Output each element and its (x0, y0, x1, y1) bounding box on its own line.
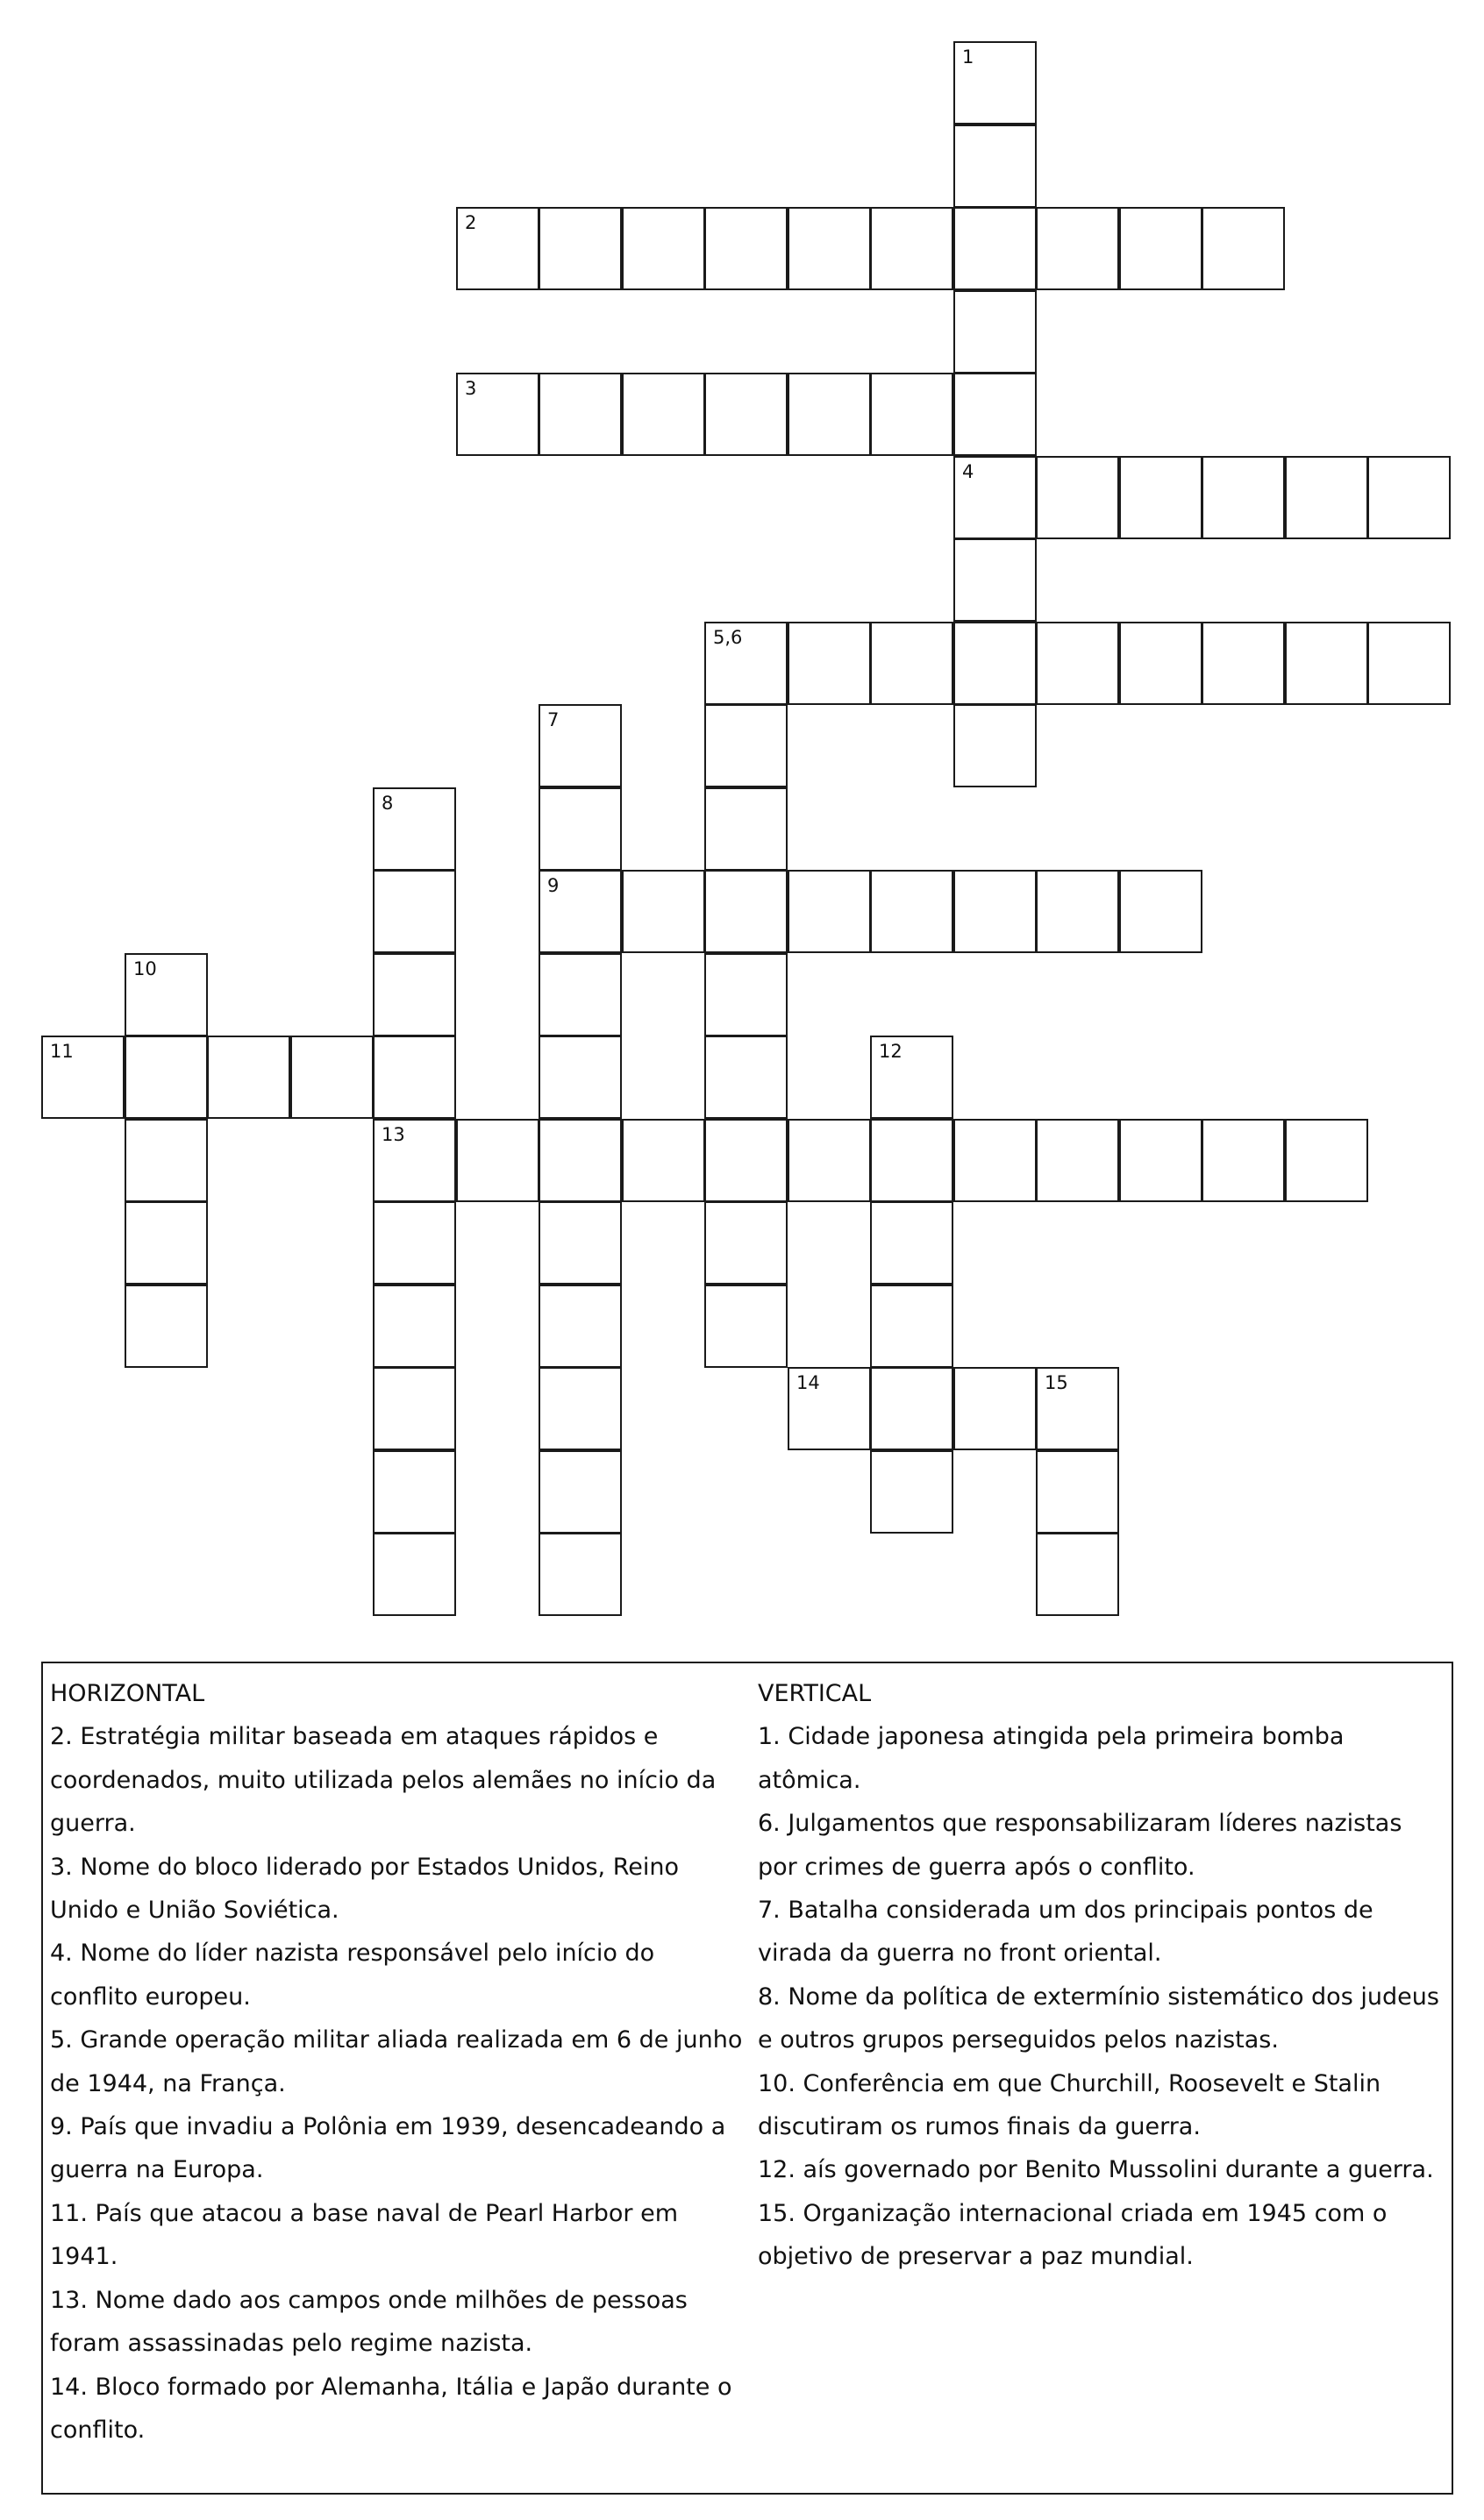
clue-line: 14. Bloco formado por Alemanha, Itália e Japão durante o (50, 2373, 732, 2401)
crossword-cell[interactable] (373, 953, 456, 1036)
clue-line: 1. Cidade japonesa atingida pela primeira bomba atômica. (758, 1723, 1345, 1794)
cell-number: 7 (547, 709, 560, 730)
crossword-cell[interactable] (704, 207, 788, 290)
crossword-cell[interactable] (704, 870, 788, 953)
cell-number: 5,6 (713, 627, 743, 648)
cell-number: 4 (962, 461, 974, 482)
crossword-cell[interactable] (373, 1036, 456, 1119)
crossword-cell[interactable] (788, 622, 871, 705)
crossword-cell[interactable] (539, 1119, 622, 1202)
crossword-cell[interactable] (704, 373, 788, 456)
crossword-cell[interactable] (622, 373, 705, 456)
clue-line: conflito europeu. (50, 1983, 251, 2011)
crossword-cell[interactable] (1285, 456, 1368, 539)
crossword-cell[interactable] (953, 41, 1037, 125)
crossword-cell[interactable] (125, 1285, 208, 1368)
crossword-cell[interactable] (1036, 207, 1119, 290)
clue-line: coordenados, muito utilizada pelos alemães no início da (50, 1766, 717, 1794)
cell-number: 2 (465, 212, 477, 233)
crossword-cell[interactable] (953, 373, 1037, 456)
crossword-cell[interactable] (1202, 207, 1285, 290)
crossword-cell[interactable] (870, 1450, 953, 1534)
cell-number: 10 (133, 958, 157, 979)
crossword-cell[interactable] (953, 125, 1037, 208)
vertical-clue-list (758, 1715, 1451, 2278)
clue-line: 2. Estratégia militar baseada em ataques rápidos e (50, 1723, 659, 1751)
horizontal-heading: HORIZONTAL (50, 1680, 205, 1707)
clue-line: 4. Nome do líder nazista responsável pelo início do (50, 1940, 655, 1968)
clue-line: e outros grupos perseguidos pelos nazistas. (758, 2026, 1279, 2054)
crossword-cell[interactable] (207, 1036, 290, 1119)
crossword-cell[interactable] (539, 1450, 622, 1534)
crossword-cell[interactable] (539, 373, 622, 456)
crossword-cell[interactable] (704, 1119, 788, 1202)
crossword-cell[interactable] (704, 953, 788, 1036)
crossword-cell[interactable] (953, 290, 1037, 374)
clue-line: discutiram os rumos finais da guerra. (758, 2113, 1201, 2141)
crossword-cell[interactable] (539, 1285, 622, 1368)
clue-line: 5. Grande operação militar aliada realizada em 6 de junho (50, 2026, 743, 2054)
crossword-cell[interactable] (539, 1036, 622, 1119)
crossword-cell[interactable] (125, 1201, 208, 1285)
crossword-cell[interactable] (456, 1119, 539, 1202)
crossword-cell[interactable] (373, 1119, 456, 1202)
crossword-cell[interactable] (704, 704, 788, 787)
clue-line: 10. Conferência em que Churchill, Roosevelt e Stalin (758, 2069, 1381, 2097)
cell-number: 14 (796, 1372, 820, 1393)
cell-number: 15 (1045, 1372, 1068, 1393)
crossword-cell[interactable] (870, 1036, 953, 1119)
crossword-cell[interactable] (1036, 1119, 1119, 1202)
crossword-cell[interactable] (1036, 1450, 1119, 1534)
crossword-cell[interactable] (704, 622, 788, 705)
cell-number: 12 (879, 1041, 903, 1062)
crossword-cell[interactable] (1367, 622, 1451, 705)
horizontal-clue-list (50, 1715, 760, 2452)
crossword-cell[interactable] (953, 1367, 1037, 1450)
crossword-cell[interactable] (953, 870, 1037, 953)
clue-line: por crimes de guerra após o conflito. (758, 1853, 1195, 1881)
vertical-heading: VERTICAL (758, 1680, 872, 1707)
clue-line: foram assassinadas pelo regime nazista. (50, 2330, 533, 2358)
crossword-cell[interactable] (539, 704, 622, 787)
crossword-cell[interactable] (1119, 456, 1202, 539)
crossword-cell[interactable] (1119, 207, 1202, 290)
crossword-cell[interactable] (870, 870, 953, 953)
crossword-cell[interactable] (290, 1036, 374, 1119)
clue-line: 11. País que atacou a base naval de Pearl Harbor em (50, 2199, 679, 2227)
crossword-cell[interactable] (1119, 870, 1202, 953)
crossword-cell[interactable] (125, 1119, 208, 1202)
crossword-cell[interactable] (704, 787, 788, 871)
clue-line: 12. aís governado por Benito Mussolini durante a guerra. (758, 2156, 1434, 2184)
crossword-cell[interactable] (1119, 622, 1202, 705)
crossword-cell[interactable] (704, 1036, 788, 1119)
crossword-cell[interactable] (870, 622, 953, 705)
crossword-cell[interactable] (622, 1119, 705, 1202)
cell-number: 8 (382, 793, 394, 814)
crossword-cell[interactable] (870, 373, 953, 456)
cell-number: 11 (50, 1041, 74, 1062)
cell-number: 13 (382, 1124, 405, 1145)
crossword-cell[interactable] (539, 207, 622, 290)
crossword-cell[interactable] (953, 207, 1037, 290)
horizontal-clues (50, 1672, 760, 2452)
crossword-cell[interactable] (539, 1201, 622, 1285)
crossword-cell[interactable] (1202, 456, 1285, 539)
crossword-cell[interactable] (788, 1119, 871, 1202)
crossword-cell[interactable] (41, 1036, 125, 1119)
clue-line: objetivo de preservar a paz mundial. (758, 2243, 1194, 2271)
crossword-cell[interactable] (125, 953, 208, 1036)
clue-line: guerra. (50, 1810, 136, 1838)
crossword-cell[interactable] (1036, 1367, 1119, 1450)
clue-line: conflito. (50, 2416, 146, 2444)
crossword-cell[interactable] (704, 1285, 788, 1368)
clue-line: 6. Julgamentos que responsabilizaram líderes nazistas (758, 1810, 1402, 1838)
crossword-cell[interactable] (1202, 622, 1285, 705)
clue-line: 1941. (50, 2243, 118, 2271)
clue-line: guerra na Europa. (50, 2156, 264, 2184)
clue-line: de 1944, na França. (50, 2069, 286, 2097)
clue-line: virada da guerra no front oriental. (758, 1940, 1162, 1968)
crossword-cell[interactable] (953, 622, 1037, 705)
clues-box (41, 1662, 1453, 2495)
cell-number: 9 (547, 875, 560, 896)
crossword-cell[interactable] (373, 787, 456, 871)
crossword-cell[interactable] (953, 1119, 1037, 1202)
crossword-cell[interactable] (1367, 456, 1451, 539)
crossword-cell[interactable] (1036, 870, 1119, 953)
crossword-cell[interactable] (373, 1367, 456, 1450)
crossword-cell[interactable] (953, 538, 1037, 622)
crossword-cell[interactable] (870, 1119, 953, 1202)
crossword-cell[interactable] (1285, 1119, 1368, 1202)
crossword-cell[interactable] (953, 456, 1037, 539)
crossword-cell[interactable] (539, 1367, 622, 1450)
crossword-cell[interactable] (788, 870, 871, 953)
crossword-cell[interactable] (622, 207, 705, 290)
crossword-cell[interactable] (1036, 622, 1119, 705)
crossword-cell[interactable] (373, 1450, 456, 1534)
crossword-cell[interactable] (373, 1201, 456, 1285)
crossword-cell[interactable] (539, 1533, 622, 1616)
crossword-cell[interactable] (1036, 456, 1119, 539)
crossword-cell[interactable] (870, 1367, 953, 1450)
crossword-cell[interactable] (1202, 1119, 1285, 1202)
crossword-cell[interactable] (704, 1201, 788, 1285)
crossword-cell[interactable] (539, 953, 622, 1036)
crossword-cell[interactable] (788, 373, 871, 456)
crossword-cell[interactable] (1036, 1533, 1119, 1616)
crossword-cell[interactable] (870, 207, 953, 290)
crossword-cell[interactable] (373, 870, 456, 953)
clue-line: 15. Organização internacional criada em 1945 com o (758, 2199, 1388, 2227)
crossword-cell[interactable] (788, 207, 871, 290)
crossword-cell[interactable] (1285, 622, 1368, 705)
crossword-cell[interactable] (539, 787, 622, 871)
crossword-cell[interactable] (870, 1201, 953, 1285)
clue-line: 7. Batalha considerada um dos principais pontos de (758, 1897, 1373, 1925)
crossword-cell[interactable] (870, 1285, 953, 1368)
crossword-cell[interactable] (1119, 1119, 1202, 1202)
crossword-cell[interactable] (539, 870, 622, 953)
crossword-cell[interactable] (953, 704, 1037, 787)
cell-number: 1 (962, 46, 974, 68)
crossword-cell[interactable] (622, 870, 705, 953)
clue-line: Unido e União Soviética. (50, 1897, 339, 1925)
clue-line: 9. País que invadiu a Polônia em 1939, desencadeando a (50, 2113, 726, 2141)
crossword-cell[interactable] (373, 1533, 456, 1616)
crossword-cell[interactable] (788, 1367, 871, 1450)
clue-line: 13. Nome dado aos campos onde milhões de pessoas (50, 2286, 688, 2314)
clue-line: 8. Nome da política de extermínio sistemático dos judeus (758, 1983, 1439, 2011)
cell-number: 3 (465, 378, 477, 399)
vertical-clues (758, 1672, 1451, 2279)
clue-line: 3. Nome do bloco liderado por Estados Unidos, Reino (50, 1853, 680, 1881)
crossword-cell[interactable] (456, 207, 539, 290)
crossword-cell[interactable] (125, 1036, 208, 1119)
crossword-cell[interactable] (373, 1285, 456, 1368)
crossword-cell[interactable] (456, 373, 539, 456)
